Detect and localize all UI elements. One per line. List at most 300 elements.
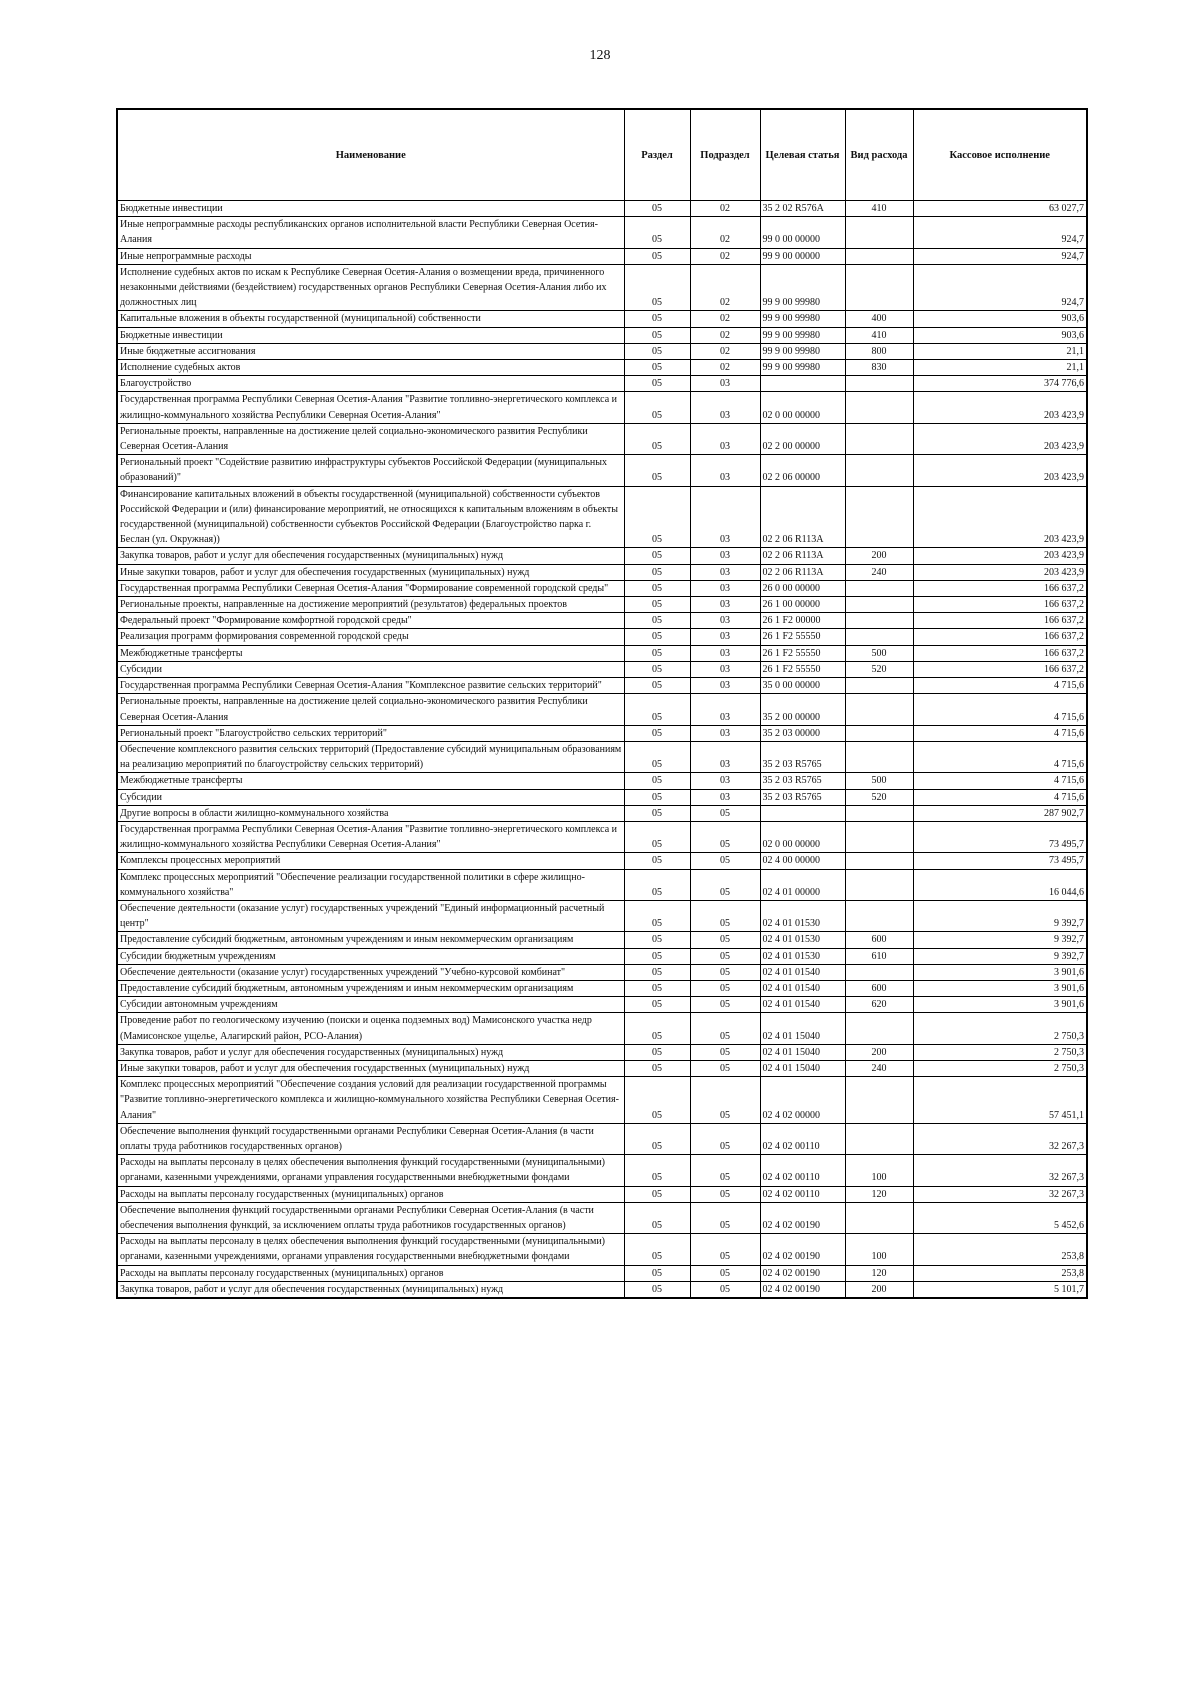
row-amount: 924,7	[913, 264, 1087, 311]
row-name: Государственная программа Республики Северная Осетия-Алания "Развитие топливно-энергетического комплекса и жилищно-коммунального хозяйства Республики Северная Осетия-Алания"	[117, 392, 624, 423]
row-target: 02 4 01 15040	[760, 1044, 845, 1060]
row-name: Исполнение судебных актов	[117, 360, 624, 376]
row-subsection: 03	[690, 773, 760, 789]
row-kind	[845, 678, 913, 694]
row-subsection: 05	[690, 980, 760, 996]
row-subsection: 03	[690, 486, 760, 548]
row-section: 05	[624, 725, 690, 741]
table-row	[117, 327, 1087, 343]
row-subsection: 03	[690, 789, 760, 805]
row-subsection: 03	[690, 564, 760, 580]
row-amount: 73 495,7	[913, 821, 1087, 852]
row-target: 35 2 02 R576A	[760, 201, 845, 217]
table-header-row	[117, 109, 1087, 201]
row-amount: 9 392,7	[913, 900, 1087, 931]
row-amount: 203 423,9	[913, 564, 1087, 580]
row-subsection: 05	[690, 1265, 760, 1281]
row-section: 05	[624, 741, 690, 772]
budget-execution-table	[116, 108, 1088, 1299]
row-name: Обеспечение выполнения функций государственными органами Республики Северная Осетия-Алания (в части оплаты труда работников государственных органов)	[117, 1123, 624, 1154]
row-amount: 4 715,6	[913, 789, 1087, 805]
row-name: Комплекс процессных мероприятий "Обеспечение реализации государственной политики в сфере жилищно-коммунального хозяйства"	[117, 869, 624, 900]
row-name: Капитальные вложения в объекты государственной (муниципальной) собственности	[117, 311, 624, 327]
table-row	[117, 773, 1087, 789]
row-section: 05	[624, 1234, 690, 1265]
row-target: 99 9 00 00000	[760, 248, 845, 264]
table-row	[117, 1044, 1087, 1060]
row-subsection: 02	[690, 264, 760, 311]
row-kind	[845, 869, 913, 900]
row-section: 05	[624, 1013, 690, 1044]
row-target: 02 4 02 00190	[760, 1234, 845, 1265]
row-amount: 4 715,6	[913, 678, 1087, 694]
row-section: 05	[624, 1265, 690, 1281]
row-subsection: 03	[690, 455, 760, 486]
row-subsection: 05	[690, 1281, 760, 1298]
row-target: 26 1 F2 55550	[760, 629, 845, 645]
table-row	[117, 1202, 1087, 1233]
row-kind: 610	[845, 948, 913, 964]
row-target: 02 4 01 01530	[760, 932, 845, 948]
row-kind	[845, 629, 913, 645]
row-kind: 120	[845, 1265, 913, 1281]
row-amount: 4 715,6	[913, 741, 1087, 772]
row-section: 05	[624, 853, 690, 869]
row-kind	[845, 392, 913, 423]
row-subsection: 03	[690, 694, 760, 725]
row-subsection: 05	[690, 1013, 760, 1044]
table-row	[117, 678, 1087, 694]
table-row	[117, 217, 1087, 248]
row-amount: 903,6	[913, 311, 1087, 327]
row-target: 02 4 02 00000	[760, 1077, 845, 1124]
row-name: Предоставление субсидий бюджетным, автономным учреждениям и иным некоммерческим организациям	[117, 980, 624, 996]
table-row	[117, 805, 1087, 821]
row-name: Обеспечение выполнения функций государственными органами Республики Северная Осетия-Алания (в части обеспечения выполнения функций, за исключением оплаты труда работников государственных органов)	[117, 1202, 624, 1233]
row-section: 05	[624, 629, 690, 645]
row-target	[760, 805, 845, 821]
row-section: 05	[624, 821, 690, 852]
row-name: Межбюджетные трансферты	[117, 645, 624, 661]
row-target	[760, 376, 845, 392]
row-subsection: 03	[690, 548, 760, 564]
row-kind	[845, 853, 913, 869]
row-subsection: 05	[690, 869, 760, 900]
row-target: 02 4 02 00110	[760, 1155, 845, 1186]
row-target: 02 4 02 00190	[760, 1202, 845, 1233]
row-target: 26 1 F2 55550	[760, 645, 845, 661]
table-row	[117, 661, 1087, 677]
row-section: 05	[624, 964, 690, 980]
row-section: 05	[624, 948, 690, 964]
row-target: 35 2 03 R5765	[760, 773, 845, 789]
row-name: Федеральный проект "Формирование комфортной городской среды"	[117, 613, 624, 629]
row-kind: 520	[845, 661, 913, 677]
row-amount: 2 750,3	[913, 1013, 1087, 1044]
row-kind: 520	[845, 789, 913, 805]
row-section: 05	[624, 613, 690, 629]
row-subsection: 05	[690, 900, 760, 931]
table-row	[117, 725, 1087, 741]
row-subsection: 03	[690, 613, 760, 629]
row-subsection: 03	[690, 678, 760, 694]
table-row	[117, 343, 1087, 359]
row-subsection: 02	[690, 311, 760, 327]
row-amount: 203 423,9	[913, 548, 1087, 564]
row-amount: 374 776,6	[913, 376, 1087, 392]
row-section: 05	[624, 376, 690, 392]
row-subsection: 05	[690, 932, 760, 948]
table-row	[117, 1077, 1087, 1124]
row-amount: 3 901,6	[913, 964, 1087, 980]
row-kind: 500	[845, 773, 913, 789]
row-target: 02 0 00 00000	[760, 821, 845, 852]
row-kind	[845, 900, 913, 931]
row-subsection: 05	[690, 997, 760, 1013]
row-subsection: 03	[690, 741, 760, 772]
row-target: 02 2 06 R113A	[760, 564, 845, 580]
row-kind: 100	[845, 1234, 913, 1265]
row-section: 05	[624, 597, 690, 613]
row-target: 99 9 00 99980	[760, 360, 845, 376]
table-row	[117, 821, 1087, 852]
row-target: 02 4 01 01540	[760, 980, 845, 996]
row-section: 05	[624, 645, 690, 661]
row-target: 99 9 00 99980	[760, 264, 845, 311]
row-section: 05	[624, 869, 690, 900]
row-name: Благоустройство	[117, 376, 624, 392]
header-kind: Вид расхода	[845, 109, 913, 201]
row-kind: 120	[845, 1186, 913, 1202]
table-row	[117, 597, 1087, 613]
row-section: 05	[624, 932, 690, 948]
table-row	[117, 580, 1087, 596]
row-amount: 166 637,2	[913, 613, 1087, 629]
row-name: Межбюджетные трансферты	[117, 773, 624, 789]
table-row	[117, 392, 1087, 423]
row-amount: 4 715,6	[913, 773, 1087, 789]
row-section: 05	[624, 789, 690, 805]
row-section: 05	[624, 564, 690, 580]
row-name: Иные закупки товаров, работ и услуг для обеспечения государственных (муниципальных) нужд	[117, 564, 624, 580]
row-amount: 253,8	[913, 1265, 1087, 1281]
table-row	[117, 645, 1087, 661]
row-kind	[845, 805, 913, 821]
row-amount: 3 901,6	[913, 980, 1087, 996]
header-section: Раздел	[624, 109, 690, 201]
row-amount: 16 044,6	[913, 869, 1087, 900]
row-kind: 410	[845, 201, 913, 217]
row-subsection: 05	[690, 964, 760, 980]
row-kind	[845, 455, 913, 486]
row-name: Закупка товаров, работ и услуг для обеспечения государственных (муниципальных) нужд	[117, 548, 624, 564]
row-name: Обеспечение деятельности (оказание услуг) государственных учреждений "Учебно-курсовой комбинат"	[117, 964, 624, 980]
row-subsection: 03	[690, 645, 760, 661]
row-name: Закупка товаров, работ и услуг для обеспечения государственных (муниципальных) нужд	[117, 1281, 624, 1298]
table-row	[117, 997, 1087, 1013]
row-target: 99 9 00 99980	[760, 327, 845, 343]
row-section: 05	[624, 997, 690, 1013]
row-amount: 924,7	[913, 217, 1087, 248]
row-subsection: 03	[690, 392, 760, 423]
row-amount: 903,6	[913, 327, 1087, 343]
row-amount: 32 267,3	[913, 1155, 1087, 1186]
row-amount: 9 392,7	[913, 948, 1087, 964]
table-row	[117, 1265, 1087, 1281]
row-target: 26 0 00 00000	[760, 580, 845, 596]
row-kind: 830	[845, 360, 913, 376]
row-amount: 253,8	[913, 1234, 1087, 1265]
row-target: 99 9 00 99980	[760, 311, 845, 327]
table-row	[117, 248, 1087, 264]
table-row	[117, 853, 1087, 869]
row-amount: 4 715,6	[913, 694, 1087, 725]
row-target: 26 1 F2 55550	[760, 661, 845, 677]
row-section: 05	[624, 1202, 690, 1233]
row-kind	[845, 1123, 913, 1154]
row-amount: 5 101,7	[913, 1281, 1087, 1298]
row-kind	[845, 217, 913, 248]
row-amount: 203 423,9	[913, 392, 1087, 423]
row-name: Исполнение судебных актов по искам к Республике Северная Осетия-Алания о возмещении вреда, причиненного незаконными действиями (бездействием) государственных органов Республики Северная Осетия-Алания либо их должностных лиц	[117, 264, 624, 311]
row-kind	[845, 964, 913, 980]
header-target: Целевая статья	[760, 109, 845, 201]
row-subsection: 05	[690, 948, 760, 964]
row-subsection: 03	[690, 629, 760, 645]
row-amount: 166 637,2	[913, 580, 1087, 596]
row-kind	[845, 580, 913, 596]
row-subsection: 02	[690, 217, 760, 248]
row-target: 02 4 01 00000	[760, 869, 845, 900]
row-subsection: 03	[690, 725, 760, 741]
row-section: 05	[624, 248, 690, 264]
row-subsection: 05	[690, 1202, 760, 1233]
row-name: Реализация программ формирования современной городской среды	[117, 629, 624, 645]
row-section: 05	[624, 773, 690, 789]
row-subsection: 05	[690, 853, 760, 869]
row-section: 05	[624, 264, 690, 311]
row-name: Государственная программа Республики Северная Осетия-Алания "Комплексное развитие сельских территорий"	[117, 678, 624, 694]
row-kind	[845, 725, 913, 741]
row-name: Государственная программа Республики Северная Осетия-Алания "Формирование современной городской среды"	[117, 580, 624, 596]
row-section: 05	[624, 423, 690, 454]
row-section: 05	[624, 980, 690, 996]
row-name: Субсидии автономным учреждениям	[117, 997, 624, 1013]
row-target: 35 2 03 R5765	[760, 789, 845, 805]
row-subsection: 02	[690, 360, 760, 376]
row-kind	[845, 1013, 913, 1044]
table-row	[117, 1281, 1087, 1298]
row-kind	[845, 741, 913, 772]
row-name: Расходы на выплаты персоналу в целях обеспечения выполнения функций государственными (муниципальными) органами, казенными учреждениями, органами управления государственными внебюджетными фондами	[117, 1155, 624, 1186]
row-amount: 73 495,7	[913, 853, 1087, 869]
row-name: Субсидии	[117, 661, 624, 677]
row-kind	[845, 1202, 913, 1233]
row-subsection: 05	[690, 1060, 760, 1076]
table-row	[117, 1186, 1087, 1202]
table-row	[117, 376, 1087, 392]
row-kind	[845, 423, 913, 454]
row-target: 02 4 01 01540	[760, 997, 845, 1013]
row-amount: 166 637,2	[913, 597, 1087, 613]
row-name: Бюджетные инвестиции	[117, 327, 624, 343]
row-section: 05	[624, 217, 690, 248]
row-subsection: 05	[690, 805, 760, 821]
row-section: 05	[624, 360, 690, 376]
row-amount: 2 750,3	[913, 1060, 1087, 1076]
row-target: 35 2 03 00000	[760, 725, 845, 741]
row-target: 02 4 02 00110	[760, 1123, 845, 1154]
row-kind: 620	[845, 997, 913, 1013]
row-amount: 203 423,9	[913, 455, 1087, 486]
row-target: 02 4 01 15040	[760, 1060, 845, 1076]
table-row	[117, 360, 1087, 376]
row-target: 02 4 01 01530	[760, 948, 845, 964]
row-subsection: 02	[690, 248, 760, 264]
header-subsection: Подраздел	[690, 109, 760, 201]
row-name: Региональный проект "Благоустройство сельских территорий"	[117, 725, 624, 741]
row-kind	[845, 1077, 913, 1124]
row-target: 02 2 00 00000	[760, 423, 845, 454]
row-section: 05	[624, 678, 690, 694]
row-amount: 166 637,2	[913, 645, 1087, 661]
row-amount: 287 902,7	[913, 805, 1087, 821]
row-subsection: 05	[690, 821, 760, 852]
header-amount: Кассовое исполнение	[913, 109, 1087, 201]
row-section: 05	[624, 486, 690, 548]
table-row	[117, 900, 1087, 931]
row-subsection: 05	[690, 1123, 760, 1154]
row-kind	[845, 264, 913, 311]
row-amount: 166 637,2	[913, 629, 1087, 645]
row-name: Региональные проекты, направленные на достижение мероприятий (результатов) федеральных проектов	[117, 597, 624, 613]
header-name: Наименование	[117, 109, 624, 201]
row-kind: 600	[845, 980, 913, 996]
table-row	[117, 741, 1087, 772]
row-section: 05	[624, 392, 690, 423]
table-row	[117, 311, 1087, 327]
row-kind: 240	[845, 564, 913, 580]
row-target: 26 1 F2 00000	[760, 613, 845, 629]
row-name: Иные непрограммные расходы	[117, 248, 624, 264]
row-amount: 21,1	[913, 343, 1087, 359]
table-row	[117, 869, 1087, 900]
row-amount: 203 423,9	[913, 486, 1087, 548]
row-name: Другие вопросы в области жилищно-коммунального хозяйства	[117, 805, 624, 821]
row-target: 02 4 02 00190	[760, 1265, 845, 1281]
row-subsection: 03	[690, 580, 760, 596]
row-subsection: 05	[690, 1044, 760, 1060]
row-name: Обеспечение комплексного развития сельских территорий (Предоставление субсидий муниципальным образованиям на реализацию мероприятий по благоустройству сельских территорий)	[117, 741, 624, 772]
row-section: 05	[624, 548, 690, 564]
row-name: Иные непрограммные расходы республиканских органов исполнительной власти Республики Северная Осетия-Алания	[117, 217, 624, 248]
row-name: Бюджетные инвестиции	[117, 201, 624, 217]
row-name: Государственная программа Республики Северная Осетия-Алания "Развитие топливно-энергетического комплекса и жилищно-коммунального хозяйства Республики Северная Осетия-Алания"	[117, 821, 624, 852]
row-kind: 200	[845, 1044, 913, 1060]
row-section: 05	[624, 201, 690, 217]
table-row	[117, 264, 1087, 311]
row-amount: 9 392,7	[913, 932, 1087, 948]
table-row	[117, 932, 1087, 948]
table-row	[117, 789, 1087, 805]
row-kind: 100	[845, 1155, 913, 1186]
table-row	[117, 455, 1087, 486]
row-target: 35 0 00 00000	[760, 678, 845, 694]
row-name: Финансирование капитальных вложений в объекты государственной (муниципальной) собственности субъектов Российской Федерации и (или) финансирование мероприятий, не относящихся к капитальным вложениям в объекты государственной (муниципальной) собственности субъектов Российской Федерации (Благоустройство парка г. Беслан (ул. Окружная))	[117, 486, 624, 548]
table-row	[117, 1234, 1087, 1265]
row-amount: 63 027,7	[913, 201, 1087, 217]
table-row	[117, 1013, 1087, 1044]
row-amount: 5 452,6	[913, 1202, 1087, 1233]
row-section: 05	[624, 1044, 690, 1060]
row-subsection: 03	[690, 597, 760, 613]
table-row	[117, 948, 1087, 964]
row-name: Региональный проект "Содействие развитию инфраструктуры субъектов Российской Федерации (муниципальных образований)"	[117, 455, 624, 486]
row-subsection: 05	[690, 1186, 760, 1202]
row-kind: 400	[845, 311, 913, 327]
table-row	[117, 629, 1087, 645]
row-name: Обеспечение деятельности (оказание услуг) государственных учреждений "Единый информационный расчетный центр"	[117, 900, 624, 931]
row-amount: 924,7	[913, 248, 1087, 264]
row-section: 05	[624, 327, 690, 343]
row-section: 05	[624, 900, 690, 931]
table-body	[117, 201, 1087, 1299]
row-kind	[845, 821, 913, 852]
row-kind: 200	[845, 1281, 913, 1298]
row-subsection: 05	[690, 1155, 760, 1186]
row-section: 05	[624, 1281, 690, 1298]
table-row	[117, 613, 1087, 629]
row-section: 05	[624, 580, 690, 596]
table-row	[117, 201, 1087, 217]
row-section: 05	[624, 694, 690, 725]
table-row	[117, 564, 1087, 580]
row-target: 02 2 06 R113A	[760, 548, 845, 564]
row-name: Предоставление субсидий бюджетным, автономным учреждениям и иным некоммерческим организациям	[117, 932, 624, 948]
row-kind: 600	[845, 932, 913, 948]
row-subsection: 02	[690, 201, 760, 217]
table-row	[117, 694, 1087, 725]
row-amount: 57 451,1	[913, 1077, 1087, 1124]
row-name: Расходы на выплаты персоналу государственных (муниципальных) органов	[117, 1186, 624, 1202]
row-target: 35 2 00 00000	[760, 694, 845, 725]
row-subsection: 03	[690, 423, 760, 454]
row-kind	[845, 376, 913, 392]
row-name: Субсидии	[117, 789, 624, 805]
row-target: 02 2 06 R113A	[760, 486, 845, 548]
table-row	[117, 486, 1087, 548]
row-name: Региональные проекты, направленные на достижение целей социально-экономического развития Республики Северная Осетия-Алания	[117, 423, 624, 454]
row-name: Комплекс процессных мероприятий "Обеспечение создания условий для реализации государственной программы "Развитие топливно-энергетического комплекса и жилищно-коммунального хозяйства Республики Северная Осетия-Алания"	[117, 1077, 624, 1124]
row-kind	[845, 486, 913, 548]
row-amount: 4 715,6	[913, 725, 1087, 741]
row-section: 05	[624, 1186, 690, 1202]
row-kind: 500	[845, 645, 913, 661]
row-subsection: 03	[690, 376, 760, 392]
row-kind: 410	[845, 327, 913, 343]
row-target: 02 4 00 00000	[760, 853, 845, 869]
table-row	[117, 980, 1087, 996]
table-row	[117, 1155, 1087, 1186]
table-row	[117, 548, 1087, 564]
row-amount: 3 901,6	[913, 997, 1087, 1013]
row-amount: 203 423,9	[913, 423, 1087, 454]
row-name: Иные бюджетные ассигнования	[117, 343, 624, 359]
row-section: 05	[624, 455, 690, 486]
row-section: 05	[624, 311, 690, 327]
row-name: Закупка товаров, работ и услуг для обеспечения государственных (муниципальных) нужд	[117, 1044, 624, 1060]
row-name: Региональные проекты, направленные на достижение целей социально-экономического развития Республики Северная Осетия-Алания	[117, 694, 624, 725]
